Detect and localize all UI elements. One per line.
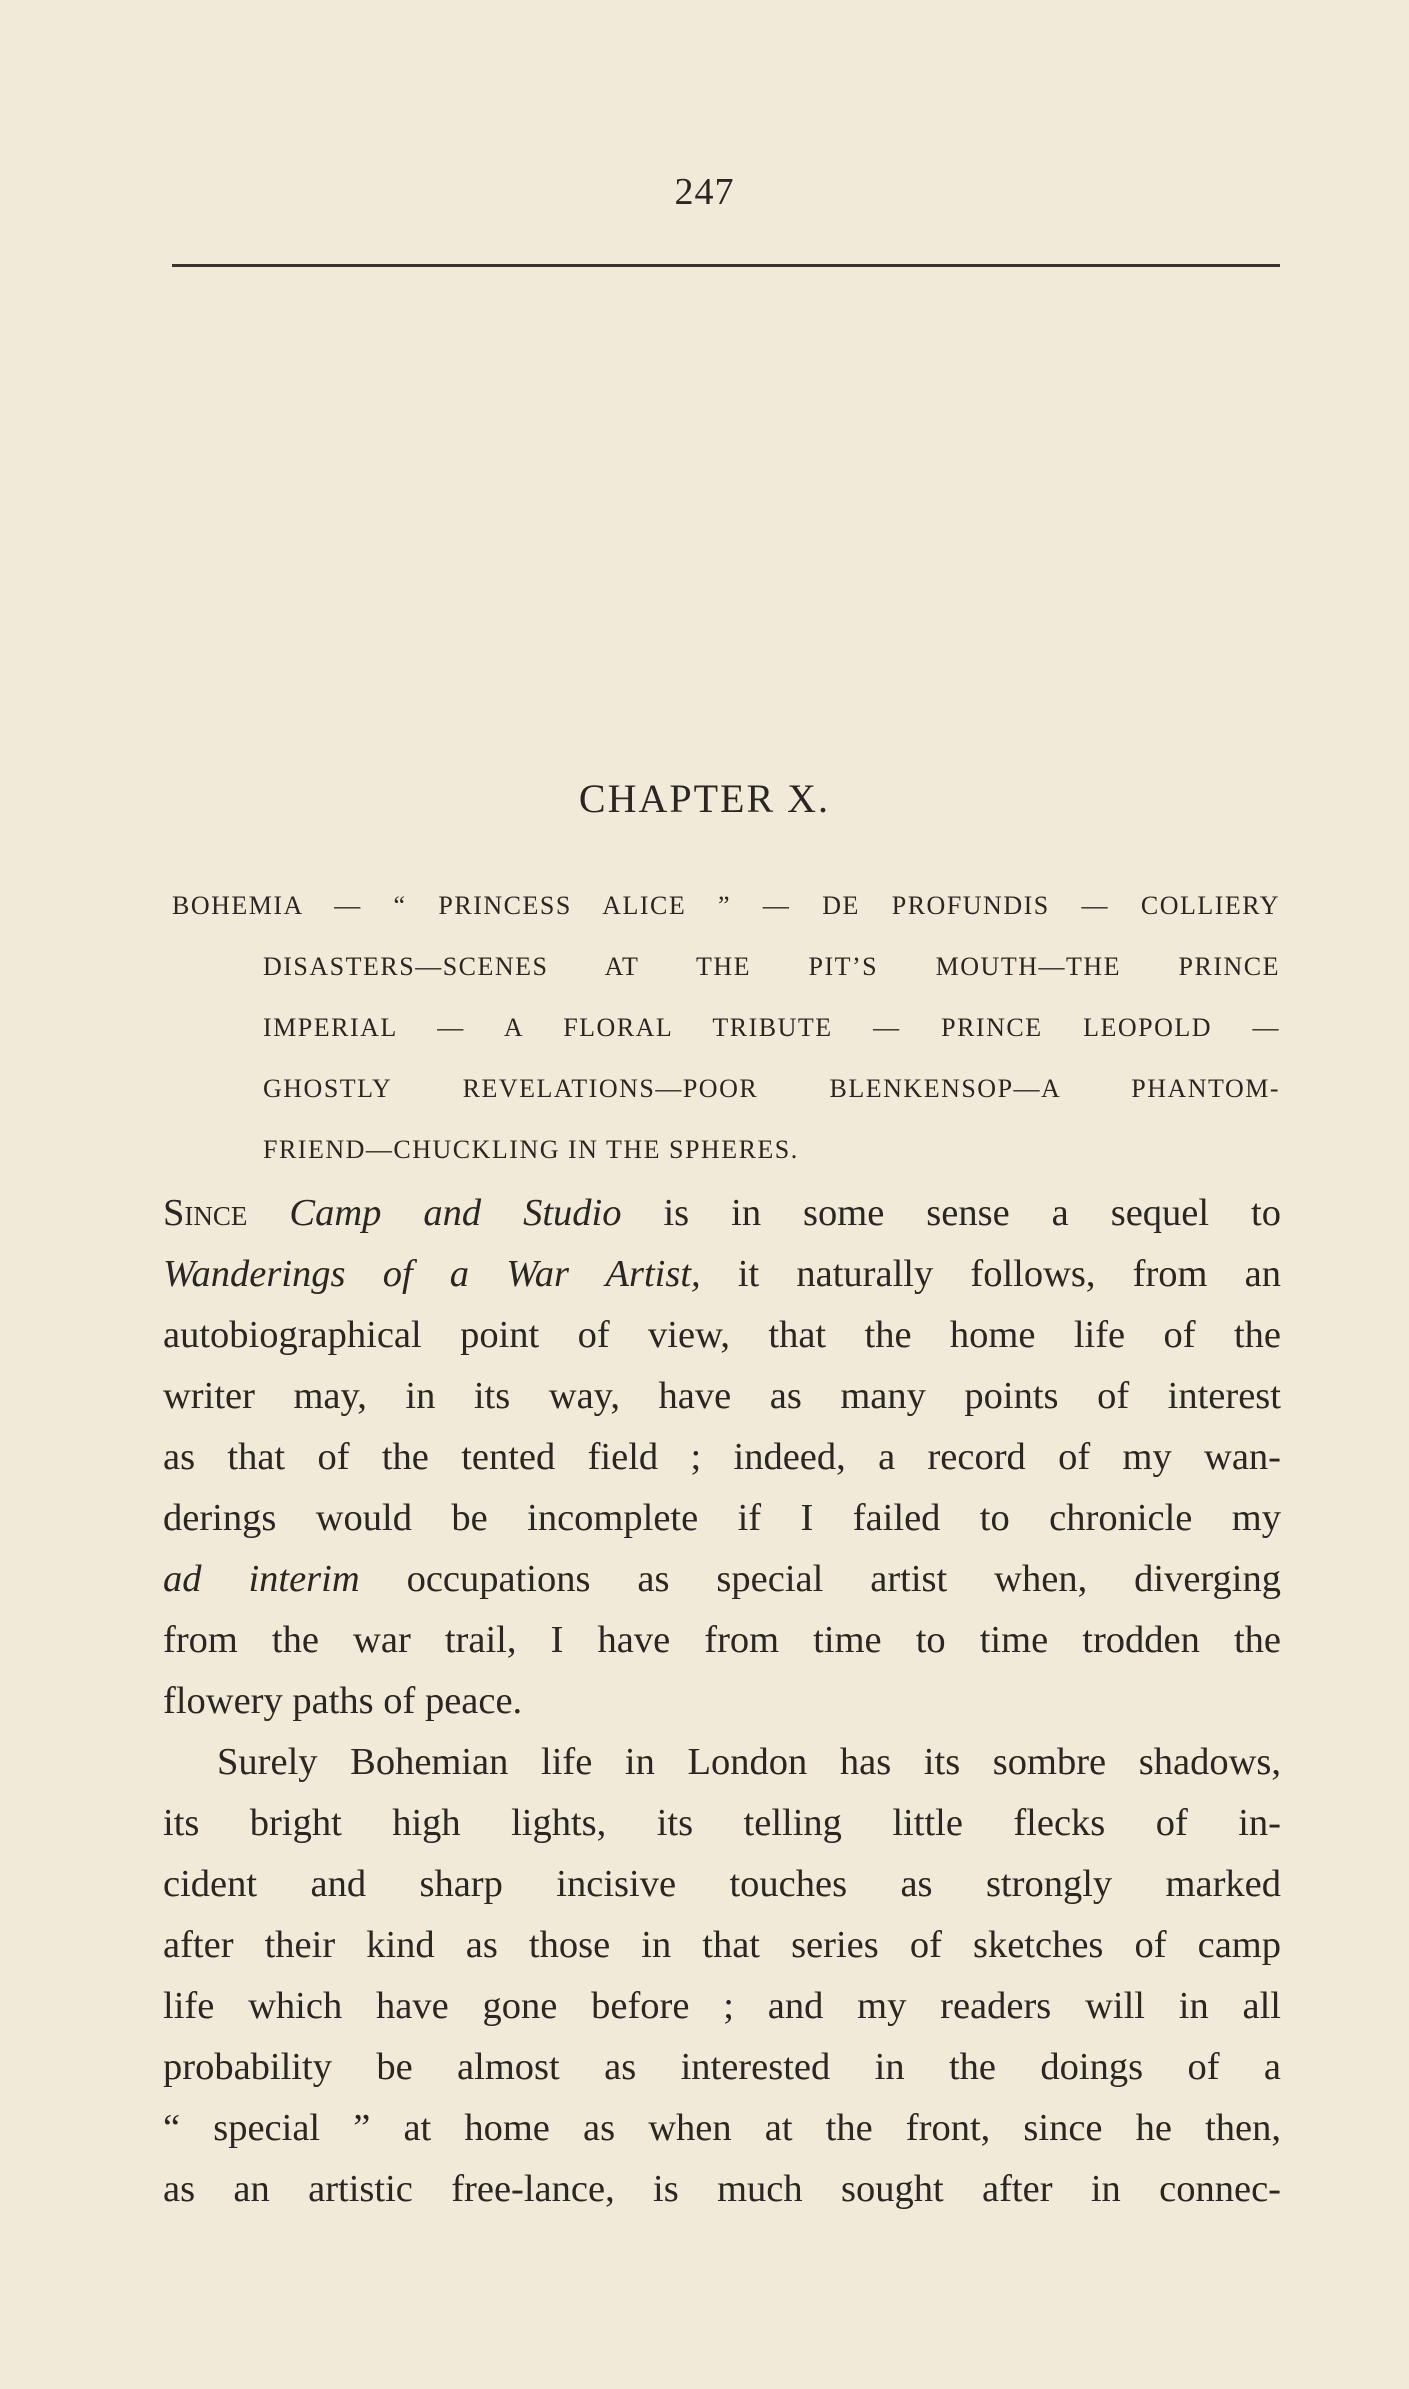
- paragraph-2-line: as an artistic free-lance, is much sought after in connec-: [163, 2168, 1281, 2210]
- body-text: [163, 1183, 1281, 2220]
- book-title-wanderings: Wanderings of a War Artist,: [163, 1253, 701, 1295]
- text-run: occupations as special artist when, diverging: [406, 1558, 1281, 1600]
- paragraph-1-line: flowery paths of peace.: [163, 1680, 523, 1722]
- paragraph-2-line: life which have gone before ; and my readers will in all: [163, 1985, 1281, 2027]
- book-title-camp-and-studio: Camp and Studio: [289, 1192, 622, 1234]
- paragraph-1-line: derings would be incomplete if I failed to chronicle my: [163, 1497, 1281, 1539]
- synopsis-line: BOHEMIA — “ PRINCESS ALICE ” — DE PROFUNDIS — COLLIERY: [172, 891, 1280, 920]
- paragraph-2-line: cident and sharp incisive touches as strongly marked: [163, 1863, 1281, 1905]
- paragraph-1-line: [163, 1244, 1281, 1305]
- synopsis-line: IMPERIAL — A FLORAL TRIBUTE — PRINCE LEOPOLD —: [263, 1013, 1280, 1042]
- paragraph-2-line: probability be almost as interested in the doings of a: [163, 2046, 1281, 2088]
- since-word: Since: [163, 1192, 248, 1234]
- page-number: 247: [674, 171, 735, 213]
- paragraph-2-line: its bright high lights, its telling little flecks of in-: [163, 1802, 1281, 1844]
- text-run: it naturally follows, from an: [737, 1253, 1282, 1295]
- header-rule: [172, 264, 1280, 267]
- paragraph-1-line: as that of the tented field ; indeed, a record of my wan-: [163, 1436, 1281, 1478]
- synopsis-line: FRIEND—CHUCKLING IN THE SPHERES.: [263, 1135, 799, 1164]
- paragraph-1-line: from the war trail, I have from time to time trodden the: [163, 1619, 1281, 1661]
- paragraph-1-line: [163, 1549, 1281, 1610]
- synopsis-line: GHOSTLY REVELATIONS—POOR BLENKENSOP—A PHANTOM-: [263, 1074, 1280, 1103]
- chapter-title: CHAPTER X.: [578, 776, 831, 821]
- paragraph-1-line: writer may, in its way, have as many points of interest: [163, 1375, 1281, 1417]
- paragraph-1-line: [163, 1183, 1281, 1244]
- chapter-synopsis: [172, 875, 1280, 1180]
- paragraph-1-line: autobiographical point of view, that the home life of the: [163, 1314, 1281, 1356]
- synopsis-line: DISASTERS—SCENES AT THE PIT’S MOUTH—THE PRINCE: [263, 952, 1280, 981]
- paragraph-2-line: after their kind as those in that series of sketches of camp: [163, 1924, 1281, 1966]
- text-run: is in some sense a sequel to: [663, 1192, 1282, 1234]
- paragraph-2-line: “ special ” at home as when at the front, since he then,: [163, 2107, 1281, 2149]
- paragraph-2-line: Surely Bohemian life in London has its sombre shadows,: [217, 1741, 1281, 1783]
- latin-phrase: ad interim: [163, 1558, 360, 1600]
